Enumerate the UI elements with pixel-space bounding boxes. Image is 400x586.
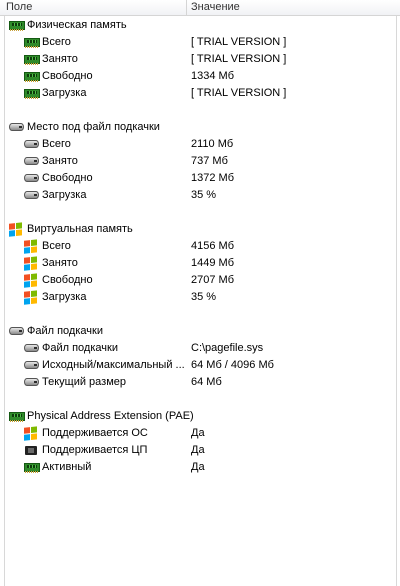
property-label: Поддерживается ЦП (42, 444, 148, 456)
property-row[interactable] (0, 187, 396, 204)
property-row[interactable] (0, 255, 396, 272)
windows-icon (24, 258, 40, 269)
property-row[interactable] (0, 68, 396, 85)
property-label: Всего (42, 240, 71, 252)
property-row[interactable] (0, 459, 396, 476)
property-value: [ TRIAL VERSION ] (191, 53, 287, 65)
windows-icon (24, 275, 40, 286)
property-value: [ TRIAL VERSION ] (191, 87, 287, 99)
property-label: Загрузка (42, 291, 87, 303)
property-value: 2110 Мб (191, 138, 234, 150)
property-value: 4156 Мб (191, 240, 234, 252)
property-row[interactable] (0, 136, 396, 153)
property-label: Всего (42, 36, 71, 48)
hdd-icon (9, 326, 25, 337)
hdd-icon (24, 173, 40, 184)
property-value: 737 Мб (191, 155, 228, 167)
section-header[interactable] (0, 17, 396, 34)
hdd-icon (24, 190, 40, 201)
property-row[interactable] (0, 374, 396, 391)
property-label: Загрузка (42, 189, 87, 201)
property-row[interactable] (0, 425, 396, 442)
property-row[interactable] (0, 442, 396, 459)
hdd-icon (9, 122, 25, 133)
property-row[interactable] (0, 51, 396, 68)
ram-icon (24, 54, 40, 65)
property-value: 1372 Мб (191, 172, 234, 184)
property-value: C:\pagefile.sys (191, 342, 264, 354)
property-row[interactable] (0, 170, 396, 187)
property-value: Да (191, 444, 205, 456)
section-title: Виртуальная память (27, 223, 133, 235)
property-row[interactable] (0, 238, 396, 255)
column-divider[interactable] (186, 0, 187, 15)
property-value: 1449 Мб (191, 257, 234, 269)
cpu-icon (24, 445, 40, 456)
hdd-icon (24, 343, 40, 354)
windows-icon (9, 224, 25, 235)
property-label: Занято (42, 53, 78, 65)
windows-icon (24, 292, 40, 303)
column-header (0, 0, 400, 16)
property-label: Свободно (42, 274, 93, 286)
property-value: 35 % (191, 189, 217, 201)
ram-icon (24, 71, 40, 82)
section-title: Место под файл подкачки (27, 121, 160, 133)
property-label: Свободно (42, 172, 93, 184)
column-header-value[interactable]: Значение (191, 1, 240, 13)
hdd-icon (24, 377, 40, 388)
property-value: 1334 Мб (191, 70, 234, 82)
property-value: 35 % (191, 291, 217, 303)
ram-icon (24, 88, 40, 99)
property-value: Да (191, 427, 205, 439)
property-label: Поддерживается ОС (42, 427, 148, 439)
ram-icon (9, 411, 25, 422)
property-row[interactable] (0, 85, 396, 102)
property-value: Да (191, 461, 205, 473)
property-row[interactable] (0, 272, 396, 289)
ram-icon (9, 20, 25, 31)
section-title: Файл подкачки (27, 325, 103, 337)
property-label: Занято (42, 155, 78, 167)
property-value: 64 Мб / 4096 Мб (191, 359, 274, 371)
section-header[interactable] (0, 119, 396, 136)
ram-icon (24, 462, 40, 473)
property-row[interactable] (0, 153, 396, 170)
hdd-icon (24, 156, 40, 167)
section-header[interactable] (0, 408, 396, 425)
section-title: Physical Address Extension (PAE) (27, 410, 194, 422)
section-header[interactable] (0, 221, 396, 238)
property-label: Файл подкачки (42, 342, 118, 354)
property-label: Всего (42, 138, 71, 150)
property-row[interactable] (0, 289, 396, 306)
section-title: Физическая память (27, 19, 127, 31)
right-border (396, 16, 397, 586)
column-header-field[interactable]: Поле (6, 1, 33, 13)
property-value: [ TRIAL VERSION ] (191, 36, 287, 48)
property-label: Исходный/максимальный ... (42, 359, 185, 371)
property-value: 2707 Мб (191, 274, 234, 286)
property-label: Занято (42, 257, 78, 269)
property-row[interactable] (0, 357, 396, 374)
property-value: 64 Мб (191, 376, 222, 388)
property-label: Активный (42, 461, 92, 473)
hdd-icon (24, 139, 40, 150)
property-label: Текущий размер (42, 376, 127, 388)
hdd-icon (24, 360, 40, 371)
property-row[interactable] (0, 340, 396, 357)
property-row[interactable] (0, 34, 396, 51)
property-label: Свободно (42, 70, 93, 82)
section-header[interactable] (0, 323, 396, 340)
ram-icon (24, 37, 40, 48)
windows-icon (24, 428, 40, 439)
property-label: Загрузка (42, 87, 87, 99)
windows-icon (24, 241, 40, 252)
